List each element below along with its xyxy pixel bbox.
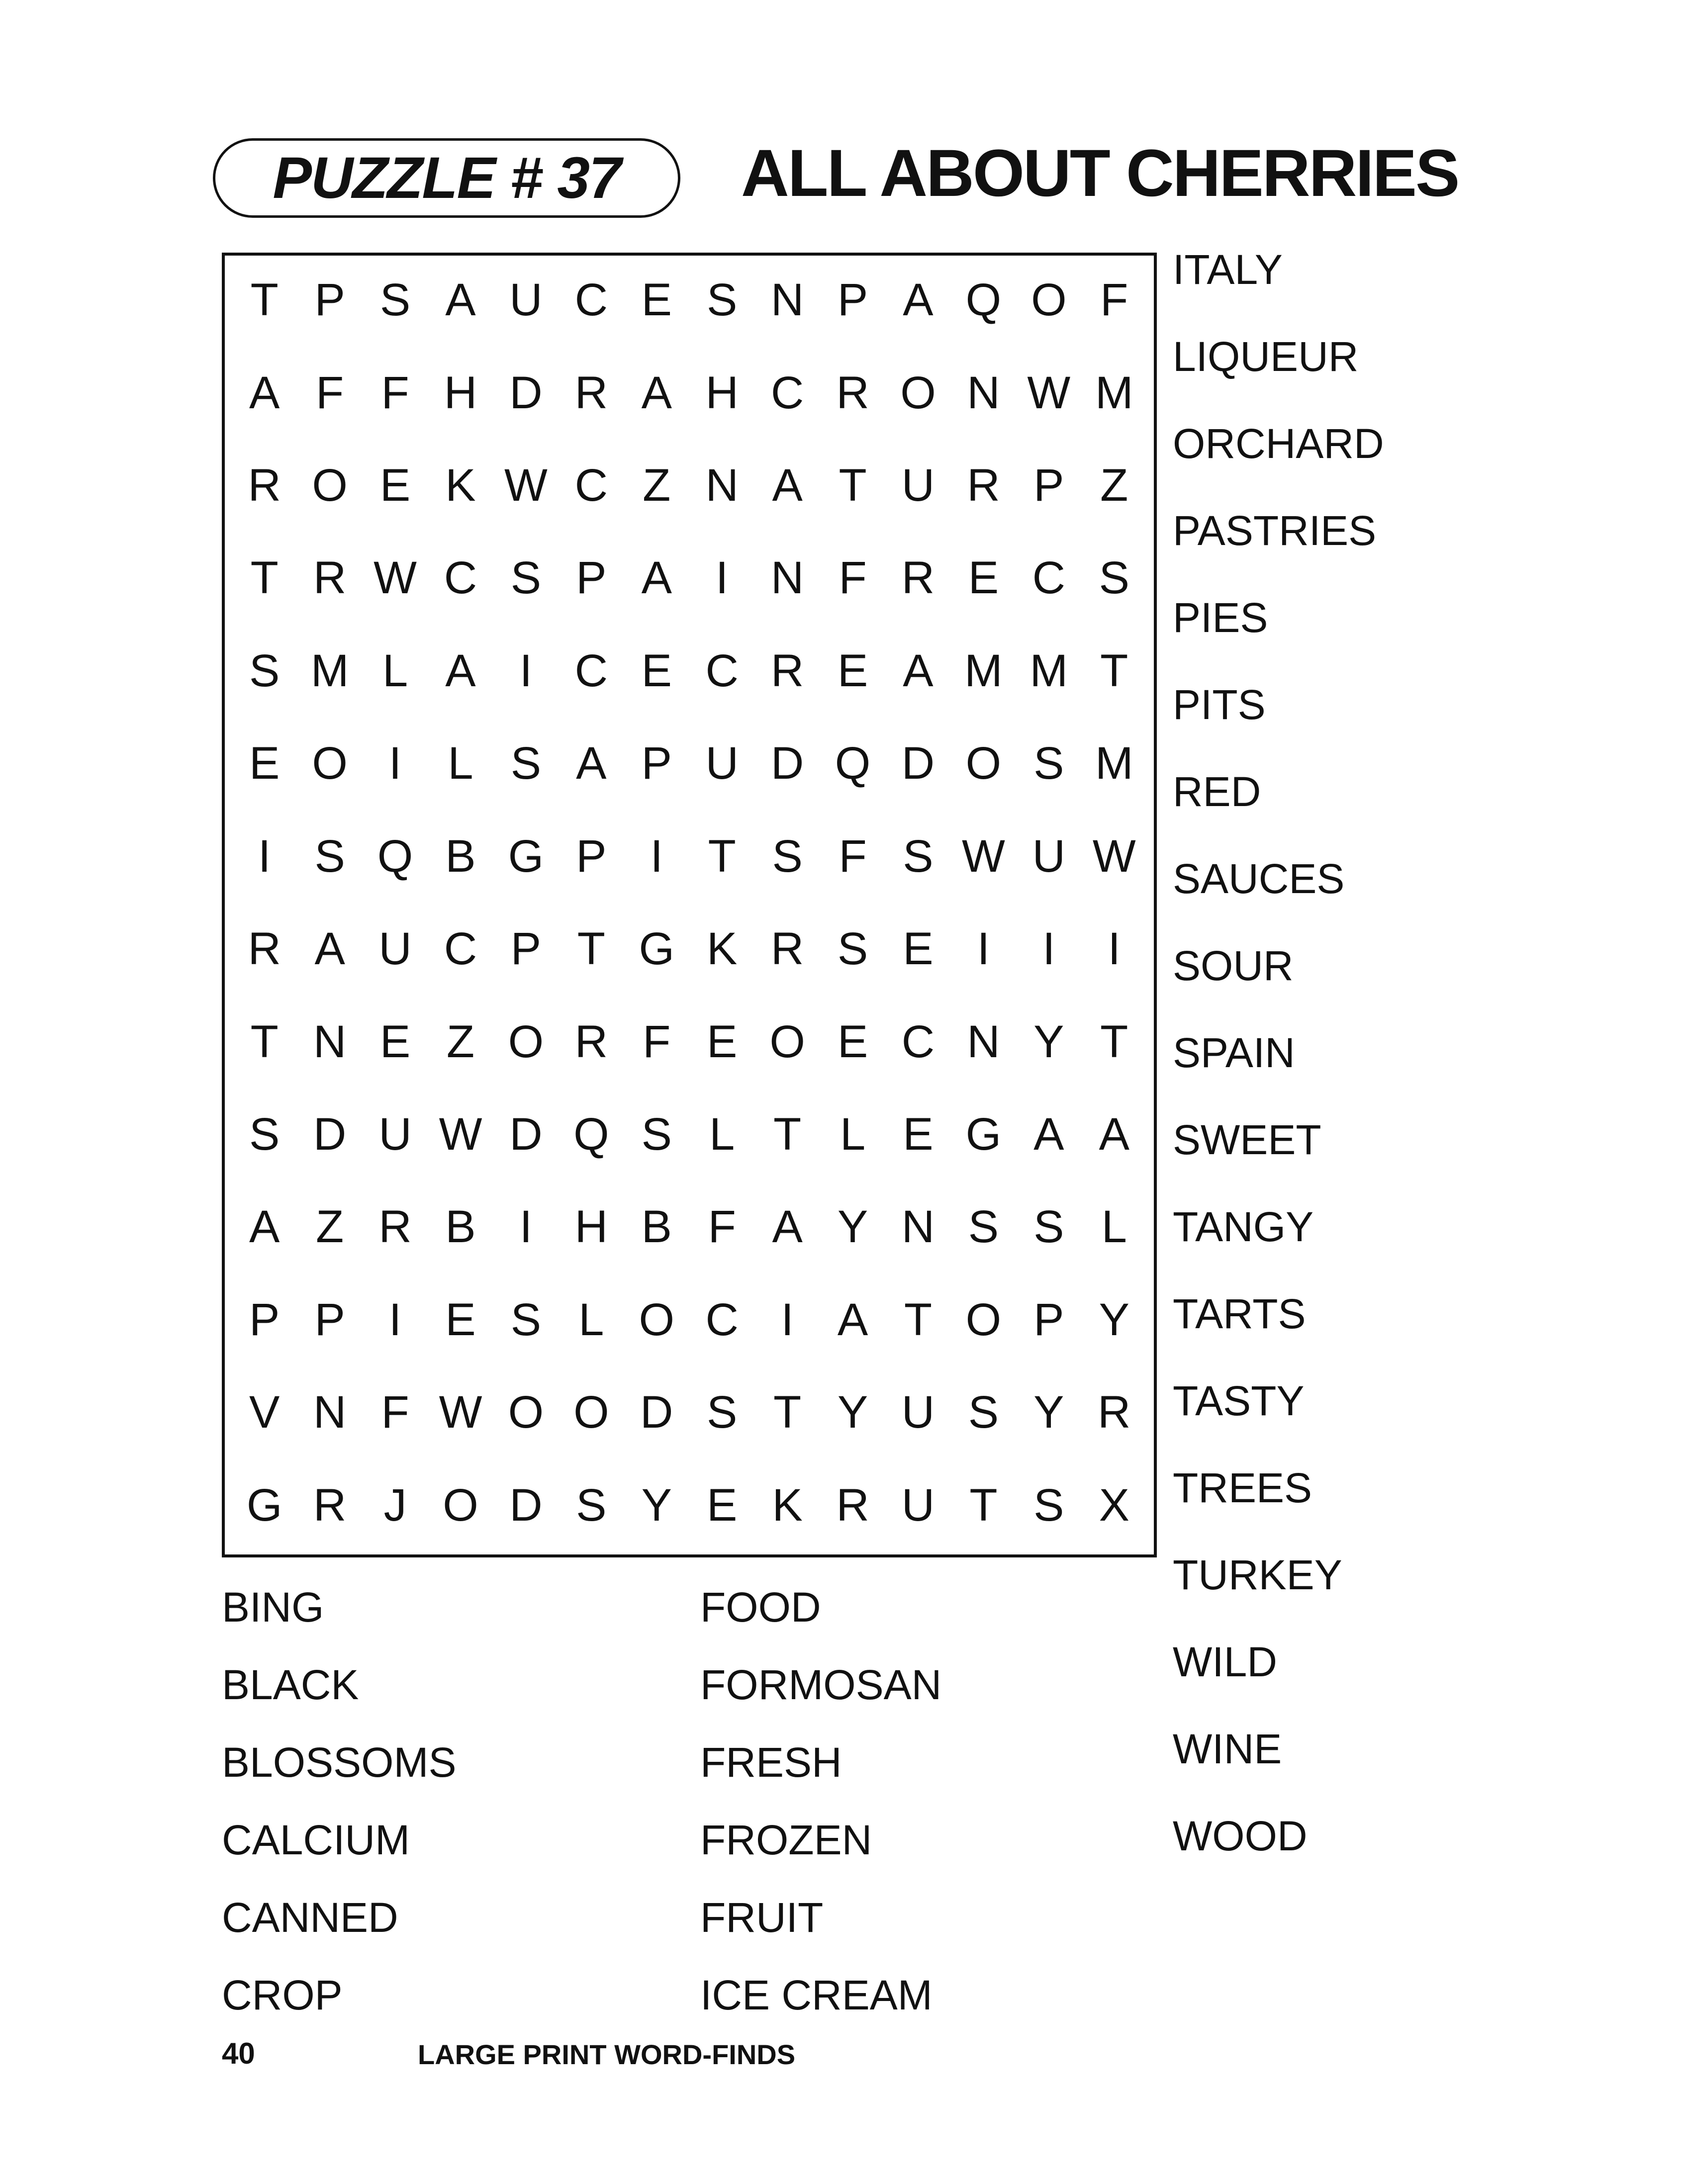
grid-letter: M bbox=[310, 645, 349, 696]
grid-letter: U bbox=[901, 1387, 935, 1438]
grid-letter: C bbox=[444, 923, 477, 975]
grid-letter: Q bbox=[377, 830, 413, 882]
grid-letter: P bbox=[576, 830, 607, 882]
grid-letter: Q bbox=[835, 738, 871, 789]
word-list-item: FRUIT bbox=[700, 1894, 824, 1941]
grid-letter: F bbox=[839, 830, 867, 882]
word-list-item: FOOD bbox=[700, 1584, 821, 1631]
word-search-grid bbox=[232, 254, 1147, 1551]
grid-letter: Y bbox=[1033, 1387, 1064, 1438]
word-list-item: BING bbox=[222, 1584, 324, 1631]
word-list-item: TANGY bbox=[1173, 1203, 1314, 1250]
grid-letter: L bbox=[840, 1109, 866, 1160]
page-title: ALL ABOUT CHERRIES bbox=[741, 136, 1459, 210]
grid-letter: T bbox=[969, 1479, 998, 1531]
word-list-item: TASTY bbox=[1173, 1377, 1305, 1424]
grid-letter: T bbox=[1100, 645, 1128, 696]
word-list-item: LIQUEUR bbox=[1173, 333, 1359, 380]
grid-letter: C bbox=[705, 1294, 739, 1345]
grid-letter: R bbox=[248, 460, 281, 511]
grid-letter: A bbox=[576, 738, 607, 789]
grid-letter: Q bbox=[965, 274, 1002, 326]
word-list-item: SAUCES bbox=[1173, 855, 1345, 902]
grid-letter: U bbox=[378, 1109, 412, 1160]
grid-letter: A bbox=[314, 923, 345, 975]
grid-letter: S bbox=[249, 645, 280, 696]
grid-letter: O bbox=[443, 1479, 478, 1531]
word-list-item: WOOD bbox=[1173, 1813, 1308, 1859]
grid-letter: F bbox=[643, 1016, 671, 1067]
word-list-item: FRESH bbox=[700, 1739, 842, 1786]
grid-letter: C bbox=[1032, 552, 1066, 604]
grid-letter: W bbox=[1092, 830, 1136, 882]
grid-letter: A bbox=[903, 645, 934, 696]
grid-letter: I bbox=[781, 1294, 794, 1345]
grid-letter: R bbox=[574, 367, 608, 418]
grid-letter: W bbox=[374, 552, 417, 604]
grid-letter: O bbox=[965, 738, 1002, 789]
grid-letter: R bbox=[770, 645, 804, 696]
grid-letter: A bbox=[641, 552, 672, 604]
grid-letter: C bbox=[574, 460, 608, 511]
grid-letter: S bbox=[1099, 552, 1129, 604]
grid-letter: Z bbox=[643, 460, 671, 511]
grid-letter: S bbox=[379, 274, 411, 326]
grid-letter: U bbox=[901, 460, 935, 511]
grid-letter: P bbox=[641, 738, 672, 789]
grid-letter: N bbox=[313, 1016, 347, 1067]
word-list-item: TREES bbox=[1173, 1464, 1312, 1511]
grid-letter: S bbox=[903, 830, 934, 882]
word-list-item: CALCIUM bbox=[222, 1817, 410, 1863]
word-list-item: PIES bbox=[1173, 594, 1268, 641]
grid-letter: E bbox=[707, 1479, 738, 1531]
grid-letter: L bbox=[709, 1109, 735, 1160]
grid-letter: C bbox=[574, 645, 608, 696]
grid-letter: E bbox=[837, 1016, 868, 1067]
puzzle-number-label: PUZZLE # 37 bbox=[273, 145, 621, 211]
grid-letter: Y bbox=[641, 1479, 672, 1531]
grid-letter: A bbox=[249, 1201, 280, 1253]
grid-letter: P bbox=[314, 274, 345, 326]
grid-letter: S bbox=[772, 830, 803, 882]
book-title: LARGE PRINT WORD-FINDS bbox=[418, 2039, 796, 2070]
grid-letter: I bbox=[388, 738, 402, 789]
grid-letter: A bbox=[903, 274, 934, 326]
grid-letter: U bbox=[1032, 830, 1066, 882]
grid-letter: N bbox=[313, 1387, 347, 1438]
grid-letter: A bbox=[249, 367, 280, 418]
word-list-item: SWEET bbox=[1173, 1116, 1321, 1163]
grid-letter: C bbox=[770, 367, 804, 418]
grid-letter: E bbox=[641, 274, 672, 326]
grid-letter: T bbox=[250, 274, 279, 326]
grid-letter: E bbox=[445, 1294, 476, 1345]
grid-letter: S bbox=[510, 738, 542, 789]
grid-letter: L bbox=[1101, 1201, 1127, 1253]
grid-letter: B bbox=[641, 1201, 672, 1253]
grid-letter: U bbox=[509, 274, 543, 326]
grid-letter: Y bbox=[837, 1201, 868, 1253]
grid-letter: R bbox=[901, 552, 935, 604]
grid-letter: R bbox=[313, 552, 347, 604]
grid-letter: F bbox=[316, 367, 344, 418]
grid-letter: G bbox=[246, 1479, 282, 1531]
word-list-item: PASTRIES bbox=[1173, 507, 1377, 554]
grid-letter: E bbox=[903, 923, 934, 975]
word-list-item: TARTS bbox=[1173, 1290, 1306, 1337]
grid-letter: D bbox=[770, 738, 804, 789]
grid-letter: L bbox=[448, 738, 473, 789]
word-list-bottom-middle bbox=[700, 1586, 941, 2052]
grid-letter: N bbox=[770, 552, 804, 604]
grid-letter: Z bbox=[446, 1016, 475, 1067]
grid-letter: S bbox=[1033, 1479, 1064, 1531]
grid-letter: G bbox=[965, 1109, 1002, 1160]
word-list-right bbox=[1173, 246, 1384, 1902]
grid-letter: A bbox=[837, 1294, 868, 1345]
grid-letter: B bbox=[445, 1201, 476, 1253]
word-list-item: ITALY bbox=[1173, 246, 1283, 293]
grid-letter: I bbox=[258, 830, 271, 882]
grid-letter: T bbox=[904, 1294, 933, 1345]
grid-letter: S bbox=[968, 1201, 999, 1253]
grid-letter: R bbox=[1098, 1387, 1131, 1438]
word-list-item: WILD bbox=[1173, 1638, 1277, 1685]
grid-letter: R bbox=[574, 1016, 608, 1067]
grid-letter: P bbox=[510, 923, 542, 975]
grid-letter: A bbox=[445, 645, 476, 696]
grid-letter: O bbox=[508, 1016, 544, 1067]
grid-letter: S bbox=[576, 1479, 607, 1531]
grid-letter: F bbox=[708, 1201, 736, 1253]
grid-letter: A bbox=[772, 460, 803, 511]
grid-letter: I bbox=[1108, 923, 1121, 975]
grid-letter: O bbox=[1031, 274, 1067, 326]
grid-letter: U bbox=[378, 923, 412, 975]
grid-letter: R bbox=[248, 923, 281, 975]
word-list-item: TURKEY bbox=[1173, 1551, 1342, 1598]
grid-letter: R bbox=[770, 923, 804, 975]
grid-letter: E bbox=[903, 1109, 934, 1160]
grid-letter: D bbox=[509, 1479, 543, 1531]
grid-letter: E bbox=[641, 645, 672, 696]
page-number: 40 bbox=[222, 2037, 255, 2070]
grid-letter: S bbox=[510, 552, 542, 604]
grid-letter: H bbox=[574, 1201, 608, 1253]
word-list-item: BLACK bbox=[222, 1661, 359, 1708]
grid-letter: P bbox=[1033, 1294, 1064, 1345]
grid-letter: R bbox=[967, 460, 1000, 511]
grid-letter: O bbox=[312, 460, 348, 511]
grid-letter: Y bbox=[1033, 1016, 1064, 1067]
grid-letter: T bbox=[250, 552, 279, 604]
grid-letter: D bbox=[509, 1109, 543, 1160]
grid-letter: W bbox=[439, 1109, 482, 1160]
grid-letter: S bbox=[707, 1387, 738, 1438]
grid-letter: Z bbox=[1100, 460, 1128, 511]
grid-letter: C bbox=[444, 552, 477, 604]
grid-letter: I bbox=[977, 923, 990, 975]
grid-letter: N bbox=[967, 1016, 1000, 1067]
grid-letter: S bbox=[1033, 738, 1064, 789]
grid-letter: E bbox=[249, 738, 280, 789]
grid-letter: Y bbox=[837, 1387, 868, 1438]
word-list-item: BLOSSOMS bbox=[222, 1739, 457, 1786]
grid-letter: S bbox=[314, 830, 345, 882]
grid-letter: P bbox=[576, 552, 607, 604]
grid-letter: P bbox=[249, 1294, 280, 1345]
word-list-item: WINE bbox=[1173, 1726, 1282, 1772]
grid-letter: U bbox=[901, 1479, 935, 1531]
grid-letter: N bbox=[770, 274, 804, 326]
grid-letter: O bbox=[965, 1294, 1002, 1345]
grid-letter: S bbox=[837, 923, 868, 975]
word-list-item: SOUR bbox=[1173, 942, 1294, 989]
grid-letter: K bbox=[445, 460, 476, 511]
grid-letter: S bbox=[707, 274, 738, 326]
grid-letter: Y bbox=[1099, 1294, 1129, 1345]
grid-letter: O bbox=[573, 1387, 609, 1438]
grid-letter: L bbox=[382, 645, 408, 696]
grid-letter: A bbox=[445, 274, 476, 326]
grid-letter: L bbox=[578, 1294, 604, 1345]
grid-letter: I bbox=[519, 1201, 533, 1253]
grid-letter: S bbox=[968, 1387, 999, 1438]
word-list-item: ICE CREAM bbox=[700, 1972, 933, 2018]
grid-letter: T bbox=[773, 1387, 802, 1438]
grid-letter: M bbox=[1029, 645, 1068, 696]
grid-letter: N bbox=[967, 367, 1000, 418]
grid-letter: T bbox=[773, 1109, 802, 1160]
grid-letter: I bbox=[1042, 923, 1055, 975]
grid-letter: E bbox=[379, 460, 411, 511]
grid-letter: T bbox=[708, 830, 736, 882]
grid-letter: F bbox=[1100, 274, 1128, 326]
grid-letter: C bbox=[901, 1016, 935, 1067]
grid-letter: R bbox=[313, 1479, 347, 1531]
grid-letter: T bbox=[577, 923, 605, 975]
grid-letter: M bbox=[964, 645, 1003, 696]
grid-letter: E bbox=[837, 645, 868, 696]
grid-letter: D bbox=[509, 367, 543, 418]
grid-letter: A bbox=[1033, 1109, 1064, 1160]
grid-letter: I bbox=[388, 1294, 402, 1345]
grid-letter: O bbox=[508, 1387, 544, 1438]
grid-letter: P bbox=[314, 1294, 345, 1345]
grid-letter: F bbox=[839, 552, 867, 604]
grid-letter: N bbox=[705, 460, 739, 511]
grid-letter: K bbox=[707, 923, 738, 975]
grid-letter: I bbox=[650, 830, 663, 882]
grid-letter: M bbox=[1095, 738, 1133, 789]
grid-letter: B bbox=[445, 830, 476, 882]
grid-letter: I bbox=[715, 552, 729, 604]
word-list-bottom-left bbox=[222, 1586, 456, 2052]
grid-letter: D bbox=[313, 1109, 347, 1160]
grid-letter: E bbox=[379, 1016, 411, 1067]
grid-letter: V bbox=[249, 1387, 280, 1438]
grid-letter: U bbox=[705, 738, 739, 789]
word-list-item: SPAIN bbox=[1173, 1029, 1295, 1076]
grid-letter: W bbox=[439, 1387, 482, 1438]
grid-letter: Q bbox=[573, 1109, 609, 1160]
grid-letter: J bbox=[383, 1479, 407, 1531]
grid-letter: A bbox=[772, 1201, 803, 1253]
grid-letter: P bbox=[837, 274, 868, 326]
grid-letter: S bbox=[1033, 1201, 1064, 1253]
word-list-item: RED bbox=[1173, 768, 1261, 815]
word-list-item: FROZEN bbox=[700, 1817, 872, 1863]
grid-letter: S bbox=[249, 1109, 280, 1160]
grid-letter: H bbox=[444, 367, 477, 418]
grid-letter: X bbox=[1099, 1479, 1129, 1531]
grid-letter: O bbox=[900, 367, 936, 418]
grid-letter: N bbox=[901, 1201, 935, 1253]
grid-letter: O bbox=[769, 1016, 805, 1067]
grid-letter: C bbox=[705, 645, 739, 696]
word-list-item: PITS bbox=[1173, 681, 1266, 728]
grid-letter: P bbox=[1033, 460, 1064, 511]
grid-letter: H bbox=[705, 367, 739, 418]
grid-letter: E bbox=[968, 552, 999, 604]
grid-letter: R bbox=[836, 367, 869, 418]
grid-letter: F bbox=[381, 367, 409, 418]
grid-letter: A bbox=[1099, 1109, 1129, 1160]
grid-letter: R bbox=[836, 1479, 869, 1531]
grid-letter: I bbox=[519, 645, 533, 696]
grid-letter: S bbox=[510, 1294, 542, 1345]
grid-letter: T bbox=[250, 1016, 279, 1067]
grid-letter: T bbox=[1100, 1016, 1128, 1067]
grid-letter: G bbox=[639, 923, 675, 975]
word-list-item: CROP bbox=[222, 1972, 343, 2018]
grid-letter: R bbox=[378, 1201, 412, 1253]
grid-letter: D bbox=[901, 738, 935, 789]
word-list-item: CANNED bbox=[222, 1894, 398, 1941]
word-list-item: FORMOSAN bbox=[700, 1661, 942, 1708]
grid-letter: M bbox=[1095, 367, 1133, 418]
grid-letter: W bbox=[504, 460, 548, 511]
grid-letter: E bbox=[707, 1016, 738, 1067]
grid-letter: S bbox=[641, 1109, 672, 1160]
grid-letter: K bbox=[772, 1479, 803, 1531]
grid-letter: D bbox=[640, 1387, 673, 1438]
grid-letter: G bbox=[508, 830, 544, 882]
grid-letter: T bbox=[839, 460, 867, 511]
grid-letter: W bbox=[1027, 367, 1071, 418]
grid-letter: Z bbox=[316, 1201, 344, 1253]
grid-letter: C bbox=[574, 274, 608, 326]
grid-letter: A bbox=[641, 367, 672, 418]
grid-letter: O bbox=[312, 738, 348, 789]
grid-letter: W bbox=[962, 830, 1005, 882]
grid-letter: F bbox=[381, 1387, 409, 1438]
puzzle-number-badge bbox=[213, 138, 680, 218]
grid-letter: O bbox=[639, 1294, 675, 1345]
word-list-item: ORCHARD bbox=[1173, 420, 1384, 467]
